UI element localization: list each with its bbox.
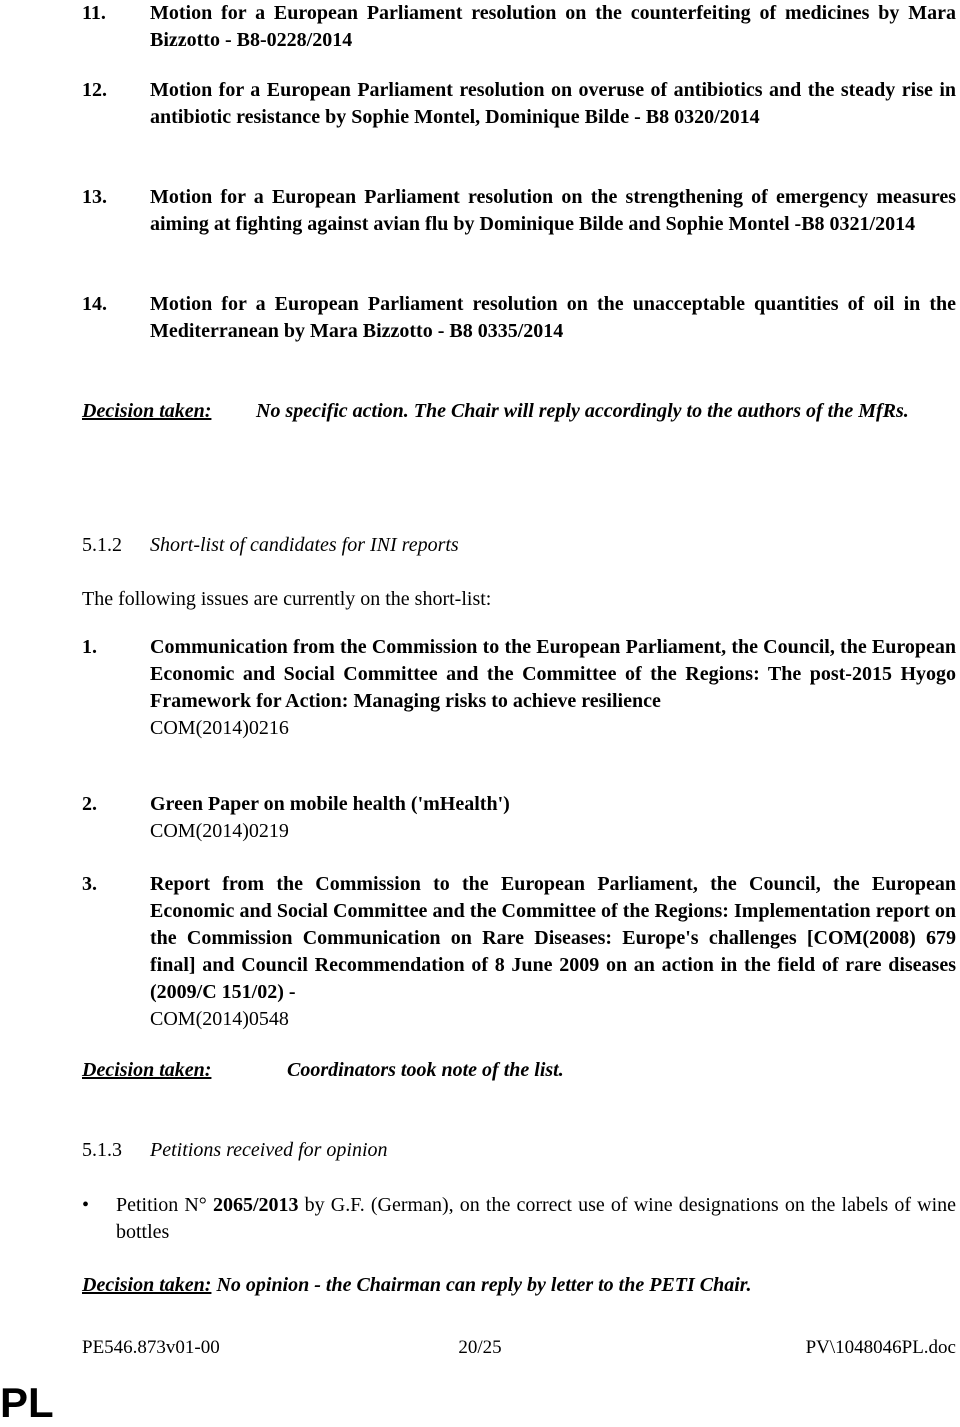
petition-description: by G.F. (German), on the correct use of wine designations on the labels of wine bottles bbox=[116, 1194, 957, 1243]
section-number: 5.1.3 bbox=[82, 1139, 122, 1161]
decision-text: No opinion - the Chairman can reply by letter to the PETI Chair. bbox=[211, 1274, 752, 1296]
page-number-text: 20/25 bbox=[458, 1337, 502, 1358]
motion-number: 11. bbox=[82, 2, 106, 24]
motion-number: 14. bbox=[82, 293, 107, 315]
section-heading-5-1-3 bbox=[82, 1137, 388, 1164]
footer-file-name: PV\1048046PL.doc bbox=[805, 1337, 956, 1358]
motion-text: Motion for a European Parliament resolution on the strengthening of emergency measures aiming at fighting against avian flu by Dominique Bilde and Sophie Montel -B8 0321/2014 bbox=[150, 186, 956, 235]
motion-item-11 bbox=[82, 0, 956, 54]
bullet-icon: • bbox=[82, 1194, 90, 1216]
decision-label: Decision taken: bbox=[82, 400, 212, 422]
decision-label: Decision taken: bbox=[82, 1059, 212, 1081]
motion-item-13 bbox=[82, 184, 956, 238]
shortlist-item-2 bbox=[82, 791, 956, 845]
decision-text: No specific action. The Chair will reply accordingly to the authors of the MfRs. bbox=[256, 400, 909, 422]
shortlist-number: 2. bbox=[82, 793, 97, 815]
section-title: Short-list of candidates for INI reports bbox=[150, 534, 459, 556]
shortlist-number: 1. bbox=[82, 636, 97, 658]
shortlist-ref: COM(2014)0219 bbox=[150, 820, 289, 842]
shortlist-ref: COM(2014)0216 bbox=[150, 717, 289, 739]
motion-text: Motion for a European Parliament resolution on overuse of antibiotics and the steady rise in antibiotic resistance by Sophie Montel, Dominique Bilde - B8 0320/2014 bbox=[150, 79, 956, 128]
shortlist-item-1 bbox=[82, 634, 956, 742]
decision-label: Decision taken: bbox=[82, 1274, 212, 1296]
decision-block-3 bbox=[82, 1272, 752, 1299]
decision-text: Coordinators took note of the list. bbox=[287, 1059, 564, 1081]
shortlist-text: Communication from the Commission to the European Parliament, the Council, the European Economic and Social Committee and the Committee of the Regions: The post-2015 Hyogo Framework for Action: Managing risks to achieve resilience bbox=[150, 636, 956, 712]
motion-item-12 bbox=[82, 77, 956, 131]
motion-text: Motion for a European Parliament resolution on the unacceptable quantities of oil in the Mediterranean by Mara Bizzotto - B8 0335/2014 bbox=[150, 293, 956, 342]
section-title: Petitions received for opinion bbox=[150, 1139, 388, 1161]
section-heading-5-1-2 bbox=[82, 532, 459, 559]
shortlist-item-3 bbox=[82, 871, 956, 1033]
motion-item-14 bbox=[82, 291, 956, 345]
section-number: 5.1.2 bbox=[82, 534, 122, 556]
shortlist-text: Report from the Commission to the European Parliament, the Council, the European Economic and Social Committee and the Committee of the Regions: Implementation report on the Commission Communication on Rare Diseases: Europe's challenges [COM(2008) 679 final] and Council Recommendation of 8 June 2009 on an action in the field of rare diseases (2009/C 151/02) - bbox=[150, 873, 956, 1003]
shortlist-text: Green Paper on mobile health ('mHealth') bbox=[150, 793, 510, 815]
shortlist-ref: COM(2014)0548 bbox=[150, 1008, 289, 1030]
petition-prefix: Petition N° bbox=[116, 1194, 213, 1216]
language-code: PL bbox=[0, 1379, 54, 1426]
shortlist-number: 3. bbox=[82, 873, 97, 895]
motion-number: 12. bbox=[82, 79, 107, 101]
petition-item bbox=[116, 1192, 956, 1246]
footer-document-ref: PE546.873v01-00 bbox=[82, 1337, 220, 1358]
petition-number: 2065/2013 bbox=[212, 1194, 299, 1216]
shortlist-intro: The following issues are currently on the short-list: bbox=[82, 588, 492, 610]
motion-text: Motion for a European Parliament resolution on the counterfeiting of medicines by Mara Bizzotto - B8-0228/2014 bbox=[150, 2, 956, 51]
decision-block-2 bbox=[82, 1057, 956, 1084]
decision-block-1 bbox=[82, 398, 956, 425]
motion-number: 13. bbox=[82, 186, 107, 208]
